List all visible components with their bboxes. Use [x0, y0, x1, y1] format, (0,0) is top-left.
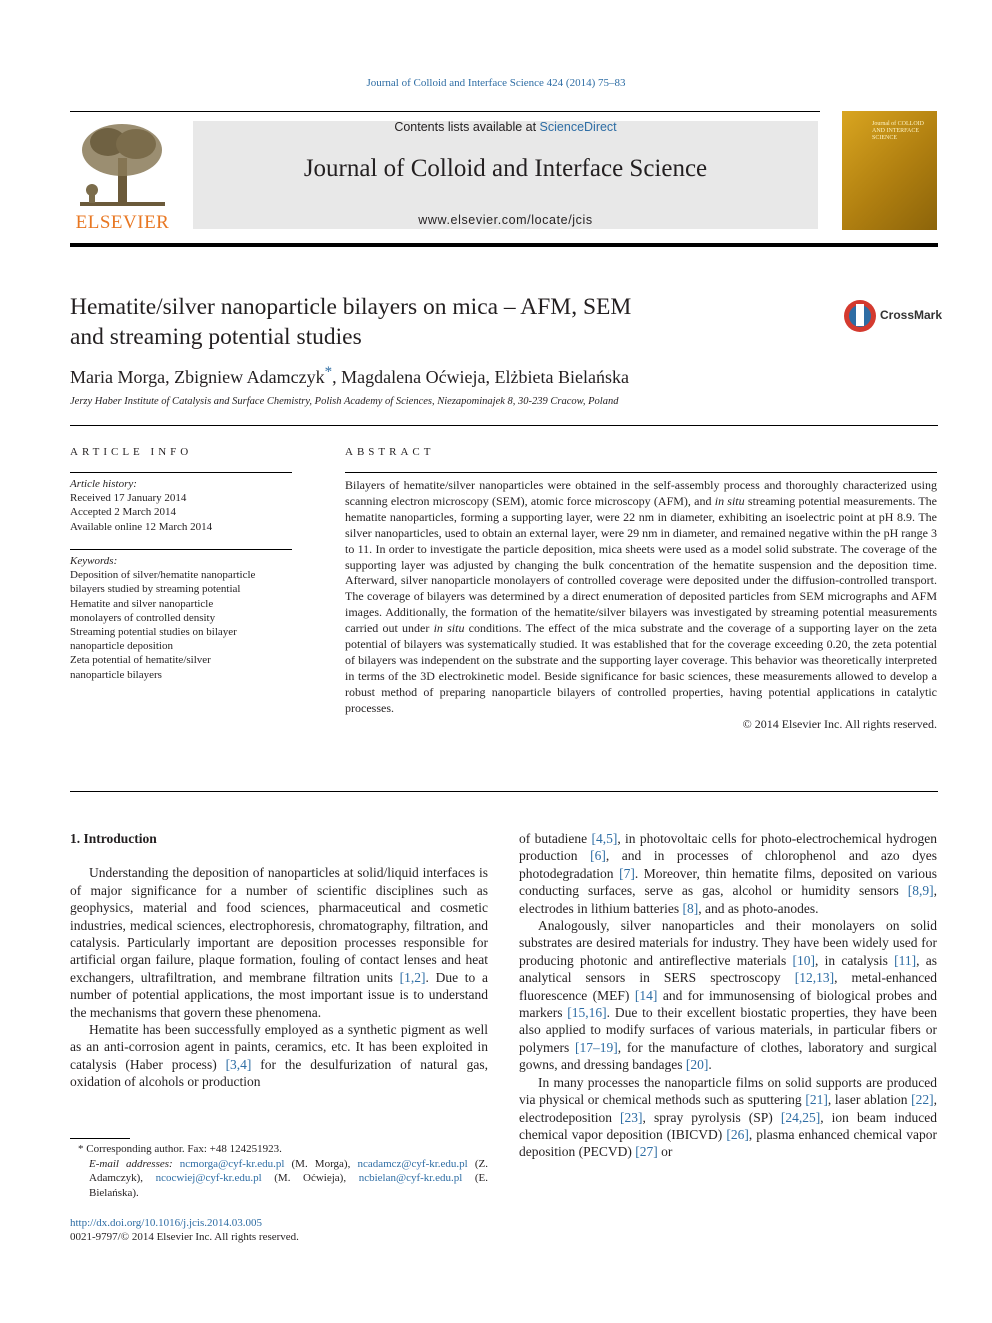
text-run: , spray pyrolysis (SP)	[642, 1109, 781, 1125]
authors-first[interactable]: Maria Morga, Zbigniew Adamczyk	[70, 367, 325, 387]
journal-title: Journal of Colloid and Interface Science	[303, 155, 708, 182]
text-run: .	[708, 1057, 712, 1073]
body-left-column	[70, 830, 488, 1091]
text-run: , as analytical sensors in SERS spectroscopy	[519, 952, 938, 986]
text-run: In many processes the nanoparticle films on solid supports are produced via physical or chemical methods such as sputtering	[519, 1074, 937, 1108]
keyword-line: bilayers studied by streaming potential	[70, 583, 241, 596]
text-run: , ion beam induced chemical vapor deposition (IBICVD)	[519, 1109, 937, 1142]
abstract-copyright: © 2014 Elsevier Inc. All rights reserved.	[742, 716, 937, 731]
abstract-paragraph	[345, 478, 937, 717]
keyword-line: Deposition of silver/hematite nanoparticle	[70, 569, 256, 582]
crossmark-icon	[842, 298, 878, 334]
citation-link[interactable]: [23]	[620, 1109, 643, 1125]
text-run: , for the manufacture of clothes, laboratory and surgical gowns, and dressing bandages	[519, 1039, 937, 1073]
journal-url[interactable]: www.elsevier.com/locate/jcis	[418, 213, 593, 227]
email-label: E-mail addresses:	[89, 1157, 180, 1170]
keywords	[70, 554, 295, 682]
text-run: . Due to a number of potential applications, the most important issue is to understand the mechanisms that govern these phenomena.	[70, 969, 488, 1020]
article-title-line-1: Hematite/silver nanoparticle bilayers on mica – AFM, SEM	[70, 294, 632, 320]
article-info-heading: ARTICLE INFO	[70, 446, 193, 458]
header-thick-rule	[70, 243, 938, 247]
author-list	[70, 364, 629, 388]
article-info-rule	[70, 472, 292, 473]
citation-link[interactable]: [24,25]	[780, 1109, 821, 1125]
citation-link[interactable]: [1,2]	[399, 969, 426, 985]
keywords-label: Keywords:	[70, 555, 118, 567]
citation-link[interactable]: [3,4]	[225, 1056, 252, 1072]
journal-cover-image	[842, 111, 937, 230]
email-link[interactable]: ncadamcz@cyf-kr.edu.pl	[357, 1157, 468, 1170]
text-run: , electrodes in lithium batteries	[519, 883, 937, 916]
citation-link[interactable]: [6]	[590, 848, 606, 864]
body-right-column	[519, 830, 937, 1161]
corresponding-author-mark[interactable]: *	[324, 364, 333, 380]
publisher-wordmark: ELSEVIER	[75, 212, 170, 233]
text-run: . Due to their excellent biostatic properties, they have been also applied to modify surfaces of various materials, in particular fibers or polymers	[519, 1005, 937, 1055]
body-paragraph	[519, 830, 937, 917]
contents-line	[193, 120, 818, 134]
keyword-line: nanoparticle bilayers	[70, 668, 162, 681]
citation-link[interactable]: [15,16]	[567, 1005, 607, 1021]
doi-link[interactable]: http://dx.doi.org/10.1016/j.jcis.2014.03.005	[70, 1217, 262, 1229]
citation-link[interactable]: [7]	[619, 865, 635, 881]
text-run: , electrodeposition	[519, 1092, 937, 1125]
abstract-rule	[345, 472, 937, 473]
citation-link[interactable]: [12,13]	[794, 970, 835, 986]
abstract-italic: in situ	[433, 621, 465, 636]
accepted-date: Accepted 2 March 2014	[70, 506, 176, 519]
citation-link[interactable]: [26]	[726, 1126, 749, 1142]
article-history	[70, 477, 295, 534]
affiliation: Jerzy Haber Institute of Catalysis and Surface Chemistry, Polish Academy of Sciences, Niezapominajek 8, 30-239 Cracow, Poland	[70, 396, 619, 407]
article-title-line-2: and streaming potential studies	[70, 324, 362, 350]
text-run: , in catalysis	[814, 952, 895, 968]
footnote-block	[70, 1142, 488, 1200]
body-paragraph	[70, 1021, 488, 1091]
contents-prefix: Contents lists available at	[394, 120, 540, 134]
email-owner: (M. Oćwieja),	[261, 1172, 359, 1184]
text-run: Analogously, silver nanoparticles and their monolayers on solid substrates are desired materials for industry. They have been widely used for producing photonic and antireflective materials	[519, 918, 937, 968]
text-run: . Moreover, thin hematite films, deposited on various conducting surfaces, serve as gas, alcohol or humidity sensors	[519, 865, 937, 899]
abstract-text	[345, 478, 937, 733]
text-run: , and in processes of chlorophenol and azo dyes photodegradation	[519, 848, 937, 881]
citation-link[interactable]: [10]	[792, 952, 815, 968]
sciencedirect-link[interactable]: ScienceDirect	[539, 120, 617, 134]
email-addresses	[70, 1157, 488, 1201]
text-run: , metal-enhanced fluorescence (MEF)	[519, 970, 938, 1003]
email-link[interactable]: ncmorga@cyf-kr.edu.pl	[179, 1157, 285, 1170]
email-link[interactable]: ncocwiej@cyf-kr.edu.pl	[155, 1172, 262, 1184]
body-paragraph	[519, 917, 937, 1074]
body-paragraph	[519, 1074, 937, 1161]
authors-rest[interactable]: , Magdalena Oćwieja, Elżbieta Bielańska	[332, 367, 629, 387]
abstract-part: conditions. The effect of the mica substrate and the coverage of a supporting layer on the zeta potential of bilayers was systematically studied. It was established that for the coverage exceeding 0.20, the zeta potential of bilayers was independent on the substrate and the supporting layer coverage. This behavior was theoretically interpreted in terms of the 3D electrokinetic model. Beside significance for basic sciences, these measurements allowed to develop a robust method of preparing nanoparticle bilayers of controlled properties, having potential applications in catalytic processes.	[345, 621, 938, 715]
text-run: of butadiene	[519, 831, 592, 846]
abstract-part: Bilayers of hematite/silver nanoparticles were obtained in the self-assembly process and thoroughly characterized using scanning electron microscopy (SEM), atomic force microscopy (AFM), and	[345, 478, 937, 508]
footnote-rule	[70, 1138, 130, 1139]
text-run: Hematite has been successfully employed as a synthetic pigment as well as an anti-corrosion agent in paints, ceramics, etc. It has been exploited in catalysis (Haber process)	[70, 1022, 488, 1072]
citation-link[interactable]: [8]	[682, 900, 699, 916]
email-owner: (E. Bielańska).	[89, 1172, 488, 1199]
citation-link[interactable]: [14]	[634, 987, 658, 1003]
body-paragraph	[70, 864, 488, 1021]
keyword-line: nanoparticle deposition	[70, 640, 173, 653]
text-run: , and as photo-anodes.	[698, 900, 819, 916]
abstract-bottom-rule	[70, 791, 938, 792]
text-run: for the desulfurization of natural gas, oxidation of alcohols or production	[70, 1056, 488, 1090]
text-run: , laser ablation	[827, 1092, 912, 1108]
crossmark-badge[interactable]	[842, 298, 942, 334]
citation-link[interactable]: [17–19]	[574, 1039, 618, 1055]
cover-title: Journal of COLLOID AND INTERFACE SCIENCE	[872, 121, 924, 141]
journal-citation[interactable]: Journal of Colloid and Interface Science 424 (2014) 75–83	[366, 77, 626, 89]
abstract-part: streaming potential measurements. The hematite nanoparticles, forming a supporting layer, were 22 nm in diameter, exhibiting an isoelectric point at pH 8.9. The silver nanoparticles, used to obtain an external layer, were 29 nm in diameter, and remained negative within the pH range 3 to 11. In order to investigate the particle deposition, mica sheets were used as a model solid substrate. The coverage of the supporting layer was adjusted by changing the bulk concentration of the hematite suspension and the deposition time. Afterward, silver nanoparticle monolayers of controlled coverage were deposited under the diffusion-controlled transport. The coverage of bilayers was determined by a direct enumeration of deposited particles from SEM micrographs and AFM images. Additionally, the formation of the hematite/silver bilayers was investigated by streaming potential measurements carried out under	[345, 493, 938, 636]
keyword-line: Hematite and silver nanoparticle	[70, 597, 214, 610]
text-run: Understanding the deposition of nanoparticles at solid/liquid interfaces is of major significance for a number of scientific disciplines such as geophysics, material and food sciences, pharmaceutical and cosmetic industries, medical sciences, electrophoresis, chromatography, filtration, and catalysis. Particularly important are deposition processes responsible for artificial organ failure, plaque formation, fouling of contact lenses and heat exchangers, ultrafiltration, and membrane filtration units	[70, 865, 488, 985]
email-owner: (Z. Adamczyk),	[89, 1157, 488, 1184]
online-date: Available online 12 March 2014	[70, 520, 213, 533]
corresponding-author-note: * Corresponding author. Fax: +48 124251923.	[78, 1143, 282, 1155]
citation-link[interactable]: [20]	[685, 1057, 709, 1073]
citation-link[interactable]: [8,9]	[907, 883, 934, 899]
text-run: , plasma enhanced chemical vapor deposition (PECVD)	[519, 1126, 937, 1160]
text-run: or	[657, 1144, 673, 1160]
keywords-rule	[70, 549, 292, 550]
citation-link[interactable]: [22]	[911, 1092, 934, 1108]
crossmark-label: CrossMark	[880, 308, 943, 322]
text-run: , in photovoltaic cells for photo-electrochemical hydrogen production	[519, 831, 937, 864]
issn-line: 0021-9797/© 2014 Elsevier Inc. All rights reserved.	[70, 1231, 299, 1243]
keyword-line: Zeta potential of hematite/silver	[70, 654, 211, 667]
article-title	[70, 292, 770, 352]
affiliation-rule	[70, 425, 938, 426]
citation-link[interactable]: [11]	[894, 952, 917, 968]
email-owner: (M. Morga),	[284, 1157, 358, 1170]
section-title: 1. Introduction	[70, 831, 157, 846]
history-label: Article history:	[70, 478, 137, 490]
email-link[interactable]: ncbielan@cyf-kr.edu.pl	[358, 1172, 463, 1184]
abstract-italic: in situ	[714, 493, 745, 508]
keyword-line: monolayers of controlled density	[70, 611, 216, 624]
header-rule	[70, 111, 820, 112]
received-date: Received 17 January 2014	[70, 492, 187, 505]
keyword-line: Streaming potential studies on bilayer	[70, 626, 237, 639]
citation-link[interactable]: [4,5]	[591, 831, 618, 846]
abstract-heading: ABSTRACT	[345, 446, 435, 458]
text-run: and for immunosensing of biological probes and markers	[519, 987, 937, 1021]
citation-link[interactable]: [27]	[635, 1144, 658, 1160]
citation-link[interactable]: [21]	[805, 1092, 828, 1108]
